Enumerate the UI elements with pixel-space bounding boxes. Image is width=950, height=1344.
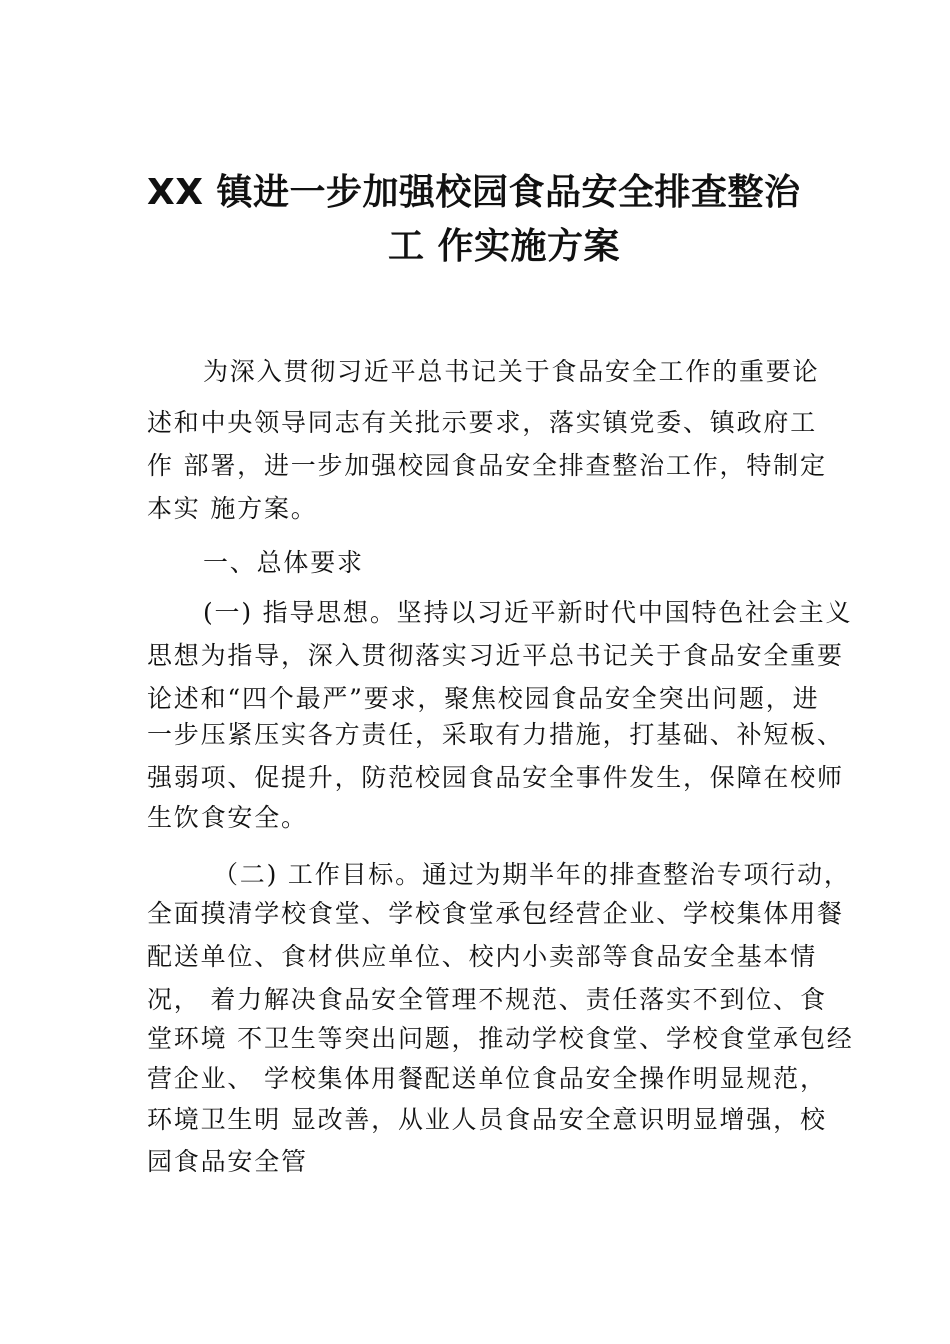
paragraph-line: 述和中央领导同志有关批示要求，落实镇党委、镇政府工 bbox=[147, 408, 818, 437]
paragraph-line: 堂环境 不卫生等突出问题，推动学校食堂、学校食堂承包经 bbox=[147, 1024, 854, 1053]
paragraph-line: 一步压紧压实各方责任，采取有力措施，打基础、补短板、 bbox=[147, 720, 844, 749]
paragraph-line: 为深入贯彻习近平总书记关于食品安全工作的重要论 bbox=[203, 357, 820, 386]
paragraph-line: 论述和“四个最严”要求，聚焦校园食品安全突出问题，进 bbox=[147, 684, 820, 713]
paragraph-line: 本实 施方案。 bbox=[147, 494, 318, 523]
paragraph-line: 园食品安全管 bbox=[147, 1147, 308, 1176]
paragraph-line: 况， 着力解决食品安全管理不规范、责任落实不到位、食 bbox=[147, 985, 827, 1014]
document-title-line-2: 工 作实施方案 bbox=[388, 226, 621, 267]
paragraph-line: (一) 指导思想。坚持以习近平新时代中国特色社会主义 bbox=[203, 598, 853, 627]
paragraph-line: 营企业、 学校集体用餐配送单位食品安全操作明显规范， bbox=[147, 1064, 827, 1093]
section-heading: 一、总体要求 bbox=[203, 548, 364, 577]
paragraph-line: 生饮食安全。 bbox=[147, 803, 308, 832]
paragraph-line: 思想为指导，深入贯彻落实习近平总书记关于食品安全重要 bbox=[147, 641, 844, 670]
document-title-line-1: XX 镇进一步加强校园食品安全排查整治 bbox=[147, 172, 801, 213]
paragraph-line: （二) 工作目标。通过为期半年的排查整治专项行动， bbox=[213, 860, 851, 889]
paragraph-line: 作 部署，进一步加强校园食品安全排查整治工作，特制定 bbox=[147, 451, 827, 480]
paragraph-line: 强弱项、促提升，防范校园食品安全事件发生，保障在校师 bbox=[147, 763, 844, 792]
paragraph-line: 全面摸清学校食堂、学校食堂承包经营企业、学校集体用餐 bbox=[147, 899, 844, 928]
paragraph-line: 环境卫生明 显改善，从业人员食品安全意识明显增强，校 bbox=[147, 1105, 827, 1134]
paragraph-line: 配送单位、食材供应单位、校内小卖部等食品安全基本情 bbox=[147, 942, 818, 971]
